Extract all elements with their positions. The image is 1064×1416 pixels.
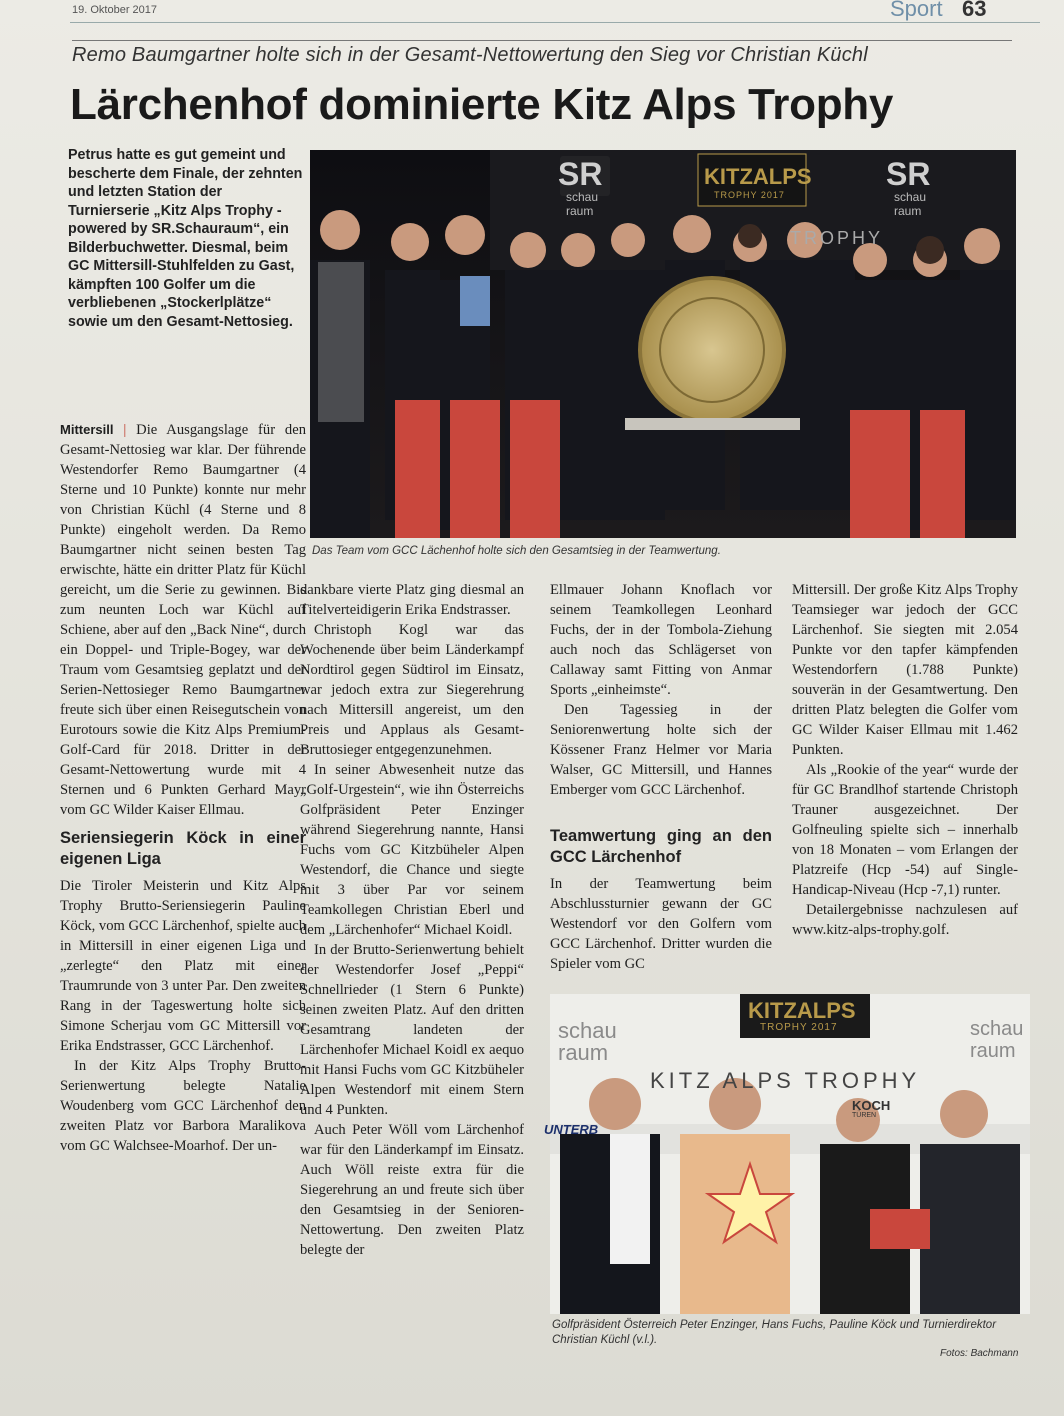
column-2 — [300, 580, 524, 1260]
schauraum-logo-right-raum: raum — [970, 1040, 1016, 1062]
sr-logo: SR — [558, 156, 603, 192]
subhead-seriensiegerin: Seriensiegerin Köck in einer eigenen Liga — [60, 829, 306, 868]
schauraum-logo-left-schau: schau — [558, 1018, 617, 1043]
kitzalps-logo: KITZALPS — [704, 164, 812, 189]
col3-paragraph-3: In der Teamwertung beim Abschlussturnier gewann der GC Westendorf vor den Golfern vom GCC Lärchenhof. Dritter wurden die Spieler vom GC — [550, 876, 772, 972]
schauraum-logo-schau: schau — [566, 190, 599, 204]
photo-credit: Fotos: Bachmann — [940, 1348, 1019, 1359]
col1-paragraph-2: Die Tiroler Meisterin und Kitz Alps Trophy Brutto-Seriensiegerin Pauline Köck, vom GCC Lärchenhof, spielte auch in Mittersill in einer eigenen Liga und „zerlegte“ den Platz mit einer Traumrunde von 3 unter Par. Den zweiten Rang in der Tageswertung holte sich Simone Scherjau vom GC Mittersill vor Erika Endstrasser, GCC Lärchenhof. — [60, 878, 306, 1054]
award-photo-illustration — [550, 994, 1030, 1314]
column-3 — [550, 580, 772, 974]
koch-logo: KOCH — [852, 1098, 891, 1113]
section-name: Sport — [890, 0, 943, 21]
kitzalps-logo-2: KITZALPS — [748, 998, 856, 1023]
team-photo-caption: Das Team vom GCC Lächenhof holte sich den Gesamtsieg in der Teamwertung. — [312, 545, 721, 557]
team-photo — [310, 150, 1016, 538]
col1-paragraph-1: Mittersill | Die Ausgangslage für den Gesamt-Nettosieg war klar. Der führende Westendorfer Remo Baumgartner (4 Sterne und 10 Punkte) konnte nur mehr von Christian Küchl (4 Sterne und 8 Punkte) eingeholt werden. Da Remo Baumgartner nicht seinen besten Tag erwischte, hätte ein dritter Platz für Küchl gereicht, um die Serie zu gewinnen. Bis zum neunten Loch war Küchl auf Schiene, aber auf den „Back Nine“, durch ein Doppel- und Triple-Bogey, war der Traum vom Gesamtsieg geplatzt und der Serien-Nettosieger Remo Baumgartner freute sich über einen Reisegutschein von Eurotours sowie die Kitz Alps Premium-Golf-Card für 2018. Dritter in der Gesamt-Nettowertung wurde mit 4 Sternen und 6 Punkten Gerhard Mayr vom GC Wilder Kaiser Ellmau. — [60, 422, 307, 818]
award-photo — [544, 994, 1030, 1314]
schauraum-logo-right-schau: schau — [970, 1018, 1024, 1040]
award-photo-caption: Golfpräsident Österreich Peter Enzinger, Hans Fuchs, Pauline Köck und Turnierdirektor Christian Küchl (v.l.). — [552, 1319, 997, 1346]
schauraum-logo-left-raum: raum — [558, 1040, 609, 1065]
col2-paragraph-5: Auch Peter Wöll vom Lärchenhof war für den Länderkampf im Einsatz. Auch Wöll reiste extra für die Siegerehrung an und freute sich über den Gesamtsieg in der Senioren-Nettowertung. Den zweiten Platz belegte der — [300, 1122, 524, 1258]
col4-paragraph-1: Mittersill. Der große Kitz Alps Trophy Teamsieger war jedoch der GCC Lärchenhof. Sie siegten mit 2.054 Punkte vor den tapfer kämpfenden Westendorfern (1.788 Punkte) souverän in der Gesamtwertung. Den dritten Platz belegten die Golfer vom GC Wilder Kaiser Ellmau mit 1.462 Punkten. — [792, 582, 1018, 758]
issue-date: 19. Oktober 2017 — [72, 4, 158, 16]
col2-paragraph-2: Christoph Kogl war das Wochenende über beim Länderkampf Nordtirol gegen Südtirol im Einsatz, war jedoch extra zur Siegerehrung nach Mittersill angereist, um den Preis und Applaus als Gesamt-Bruttosieger entgegenzunehmen. — [300, 622, 524, 758]
col2-paragraph-3: In seiner Abwesenheit nutze das „Golf-Urgestein“, wie ihn Österreichs Golfpräsident Peter Enzinger während Siegerehrung nannte, Hansi Fuchs vom GC Kitzbüheler Alpen Westendorf, die Chance und siegte mit 3 über Par vor seinem Teamkollegen Christian Eberl und dem „Lärchenhofer“ Michael Koidl. — [300, 762, 524, 938]
col1-paragraph-3: In der Kitz Alps Trophy Brutto-Serienwertung belegte Natalie Woudenberg vom GCC Lärchenhof den zweiten Platz vor Barbora Maralikova vom GC Walchsee-Moarhof. Der un- — [60, 1058, 306, 1154]
dateline: Mittersill — [60, 422, 114, 437]
schauraum-right-schau: schau — [894, 190, 927, 204]
col4-paragraph-2: Als „Rookie of the year“ wurde der für GC Brandlhof startende Christoph Trauner ausgezeichnet. Der Golfneuling spielte sich – innerhalb von 18 Monaten – vom Erlangen der Platzreife (Hcp -54) auf Single-Handicap-Niveau (Hcp -7,1) runter. — [792, 762, 1018, 898]
page-number: 63 — [962, 0, 987, 21]
kitzalps-year-2: TROPHY 2017 — [760, 1022, 838, 1033]
schauraum-right-raum: raum — [894, 204, 922, 218]
column-4 — [792, 580, 1018, 940]
sr-logo-right: SR — [886, 156, 931, 192]
kicker: Remo Baumgartner holte sich in der Gesamt-Nettowertung den Sieg vor Christian Küchl — [72, 44, 868, 66]
col3-paragraph-2: Den Tagessieg in der Seniorenwertung holte sich der Kössener Franz Helmer vor Maria Walser, GC Mittersill, und Hannes Emberger vom GCC Lärchenhof. — [550, 702, 772, 798]
col2-paragraph-4: In der Brutto-Serienwertung behielt der Westendorfer Josef „Peppi“ Schnellrieder (1 Stern 6 Punkte) seinen zweiten Platz. Auf den dritten Gesamtrang landeten der Lärchenhofer Michael Koidl ex aequo mit Hansi Fuchs vom GC Kitzbüheler Alpen Westendorf mit einem Stern und 4 Punkten. — [300, 942, 524, 1118]
lead-paragraph: Petrus hatte es gut gemeint und bescherte dem Finale, der zehnten und letzten Station der Turnierserie „Kitz Alps Trophy - powered by SR.Schauraum“, ein Bilderbuchwetter. Diesmal, beim GC Mittersill-Stuhlfelden zu Gast, kämpften 100 Golfer um die verbliebenen „Stockerlplätze“ sowie um den Gesamt-Nettosieg. — [68, 147, 303, 330]
column-1 — [60, 420, 306, 1156]
kicker-rule — [72, 40, 1012, 41]
subhead-teamwertung: Teamwertung ging an den GCC Lärchenhof — [550, 827, 772, 866]
headline: Lärchenhof dominierte Kitz Alps Trophy — [70, 80, 894, 129]
kitzalps-trophy-banner: KITZ ALPS TROPHY — [650, 1068, 921, 1093]
kitzalps-year: TROPHY 2017 — [714, 190, 785, 200]
unterberger-logo: UNTERB — [544, 1122, 599, 1137]
col2-paragraph-1: dankbare vierte Platz ging diesmal an Titelverteidigerin Erika Endstrasser. — [300, 582, 524, 618]
koch-sub-logo: TÜREN — [852, 1112, 877, 1119]
schauraum-logo-raum: raum — [566, 204, 594, 218]
trophy-banner-fragment: TROPHY — [790, 228, 884, 248]
col4-paragraph-3: Detailergebnisse nachzulesen auf www.kitz-alps-trophy.golf. — [792, 902, 1018, 938]
col3-paragraph-1: Ellmauer Johann Knoflach vor seinem Teamkollegen Leonhard Fuchs, der in der Tombola-Ziehung auch noch das Schlägerset von Callaway samt Fitting von Anmar Sports „einheimste“. — [550, 582, 772, 698]
